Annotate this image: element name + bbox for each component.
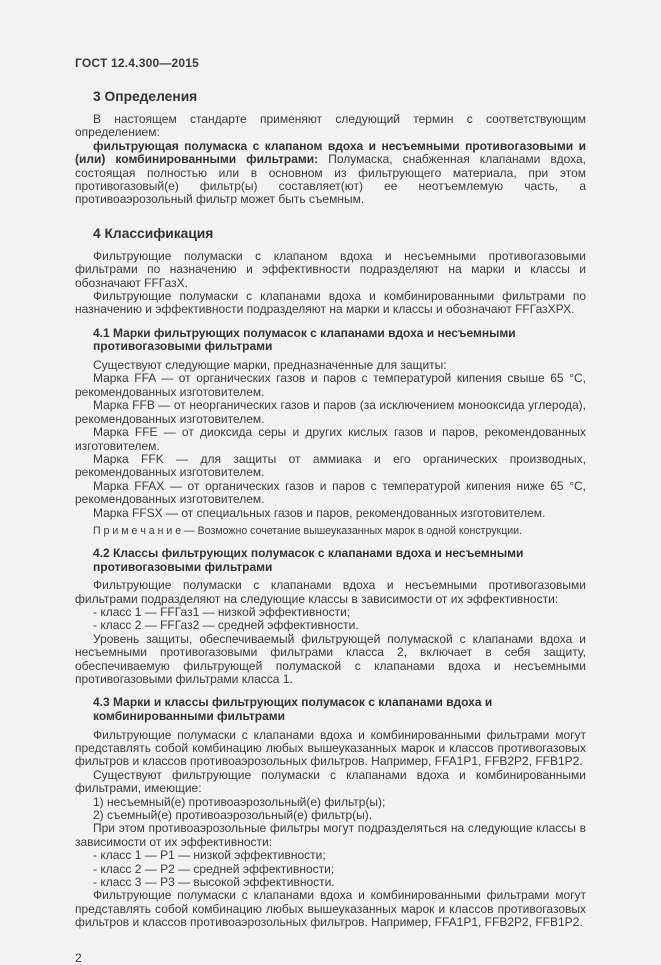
page-number: 2 [75,950,82,965]
note-paragraph [75,525,586,537]
section-4-2-paragraph: Уровень защиты, обеспечиваемый фильтрующей полумаской с клапанами вдоха и несъемными противогазовыми фильтрами класса 2, включает в себя защиту, обеспечиваемую фильтрующей полумаской с клапанами вдоха и несъемными противогазовыми фильтрами класса 1. [75,631,586,686]
section-4-title: 4 Классификация [93,225,214,241]
filter-type-item-1: 1) несъемный(е) противоаэрозольный(е) фильтр(ы); [93,794,386,809]
mark-ffe-paragraph: Марка FFE — от диоксида серы и других кислых газов и паров, рекомендованных изготовителем. [75,425,586,453]
mark-ffa-paragraph: Марка FFA — от органических газов и паров с температурой кипения свыше 65 °C, рекомендованных изготовителем. [75,371,586,399]
filter-type-item-2: 2) съемный(е) противоаэрозольный(е) фильтр(ы). [93,808,373,822]
section-4-3-paragraph-2: Существуют фильтрующие полумаски с клапанами вдоха и комбинированными фильтрами, имеющие: [75,767,586,796]
class-p3-item: - класс 3 — P3 — высокой эффективности. [93,875,335,890]
section-4-paragraph-2: Фильтрующие полумаски с клапанами вдоха и комбинированными фильтрами по назначению и эффективности подразделяют на марки и классы и обозначают FFГазХРХ. [75,289,586,317]
note-label: П р и м е ч а н и е [93,524,182,537]
section-3-intro-paragraph: В настоящем стандарте применяют следующий термин с соответствующим определением: [75,112,586,140]
section-4-2-title: 4.2 Классы фильтрующих полумасок с клапанами вдоха и несъемными противогазовыми фильтрами [93,545,524,574]
section-4-1-title: 4.1 Марки фильтрующих полумасок с клапанами вдоха и несъемными противогазовыми фильтрами [93,325,516,354]
section-4-1-intro: Существуют следующие марки, предназначенные для защиты: [93,358,447,373]
mark-ffb-paragraph: Марка FFB — от неорганических газов и паров (за исключением монооксида углерода), рекомендованных изготовителем. [75,398,586,426]
mark-ffsx-paragraph: Марка FFSX — от специальных газов и паров, рекомендованных изготовителем. [93,505,546,520]
section-4-2-intro: Фильтрующие полумаски с клапанами вдоха и несъемными противогазовыми фильтрами подразделяют на следующие классы в зависимости от их эффективности: [75,578,586,606]
section-4-paragraph-1: Фильтрующие полумаски с клапаном вдоха и несъемными противогазовыми фильтрами по назначению и эффективности подразделяют на марки и классы и обозначают FFГазХ. [75,248,586,290]
mark-ffax-paragraph: Марка FFAX — от органических газов и паров с температурой кипения ниже 65 °C, рекомендованных изготовителем. [75,478,586,507]
standard-number-header: ГОСТ 12.4.300—2015 [75,56,200,70]
term-bold-text: фильтрующая полумаска с клапаном вдоха и несъемными противогазовыми и (или) комбинированными фильтрами: [75,138,586,167]
section-4-3-title: 4.3 Марки и классы фильтрующих полумасок с клапанами вдоха и комбинированными фильтрами [93,695,493,723]
section-4-3-paragraph-4: Фильтрующие полумаски с клапанами вдоха и комбинированными фильтрами могут представлять собой комбинацию любых вышеуказанных марок и классов противогазовых фильтров и классов противоаэрозольных фильтров. Например, FFA1P1, FFB2P2, FFB1P2. [75,888,586,930]
section-4-3-paragraph-1: Фильтрующие полумаски с клапанами вдоха и комбинированными фильтрами могут представлять собой комбинацию любых вышеуказанных марок и классов противогазовых фильтров и классов противоаэрозольных фильтров. Например, FFA1P1, FFB2P2, FFB1P2. [75,727,586,769]
class-ffgaz1-item: - класс 1 — FFГаз1 — низкой эффективности; [93,604,351,619]
class-ffgaz2-item: - класс 2 — FFГаз2 — средней эффективности. [93,618,359,633]
class-p2-item: - класс 2 — P2 — средней эффективности; [93,861,335,876]
section-3-title: 3 Определения [93,89,198,104]
term-definition-paragraph [75,140,586,207]
class-p1-item: - класс 1 — P1 — низкой эффективности; [93,848,326,863]
mark-ffk-paragraph: Марка FFK — для защиты от аммиака и его органических производных, рекомендованных изготовителем. [75,451,586,480]
note-text: — Возможно сочетание вышеуказанных марок в одной конструкции. [181,524,523,537]
term-definition-text: Полумаска, снабженная клапанами вдоха, состоящая полностью или в основном из фильтрующего материала, при этом противогазовый(е) фильтр(ы) составляет(ют) ее неотъемлемую часть, а противоаэрозольный фильтр может быть съемным. [75,152,586,207]
section-4-3-paragraph-3: При этом противоаэрозольные фильтры могут подразделяться на следующие классы в зависимости от их эффективности: [75,821,586,849]
